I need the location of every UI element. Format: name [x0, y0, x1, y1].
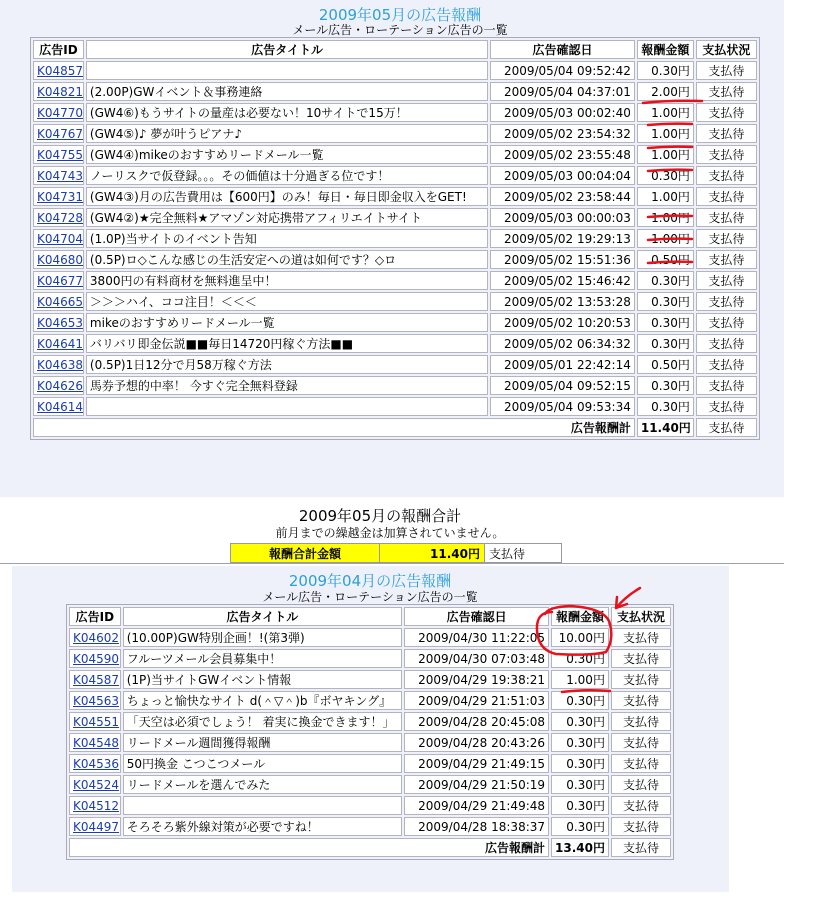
- ad-confirm-date: 2009/05/02 13:53:28: [490, 292, 635, 311]
- ad-title: (1.0P)当サイトのイベント告知: [86, 229, 488, 248]
- ad-status: 支払待: [696, 250, 757, 269]
- underline-mark: [648, 147, 692, 148]
- april-title: 2009年04月の広告報酬: [288, 572, 452, 590]
- col-header-amount: 報酬金額: [637, 40, 694, 59]
- ad-id-link[interactable]: K04767: [37, 126, 84, 141]
- ad-title: リードメール週間獲得報酬: [123, 733, 402, 752]
- may-subtitle: メール広告・ローテーション広告の一覧: [292, 23, 508, 37]
- ad-id-link[interactable]: K04857: [37, 63, 84, 78]
- ad-id-link[interactable]: K04704: [37, 231, 84, 246]
- ad-amount: 0.30円: [637, 334, 694, 353]
- ad-status: 支払待: [696, 355, 757, 374]
- ad-title: (1P)当サイトGWイベント情報: [123, 670, 402, 689]
- ad-amount: 1.00円: [637, 229, 694, 248]
- total-label: 広告報酬計: [69, 838, 549, 857]
- ad-title: (GW4⑤)♪ 夢が叶うピアナ♪: [86, 124, 488, 143]
- summary-amount: 11.40円: [380, 544, 485, 563]
- ad-id-link[interactable]: K04680: [37, 252, 84, 267]
- ad-title: リードメールを選んでみた: [123, 775, 402, 794]
- ad-confirm-date: 2009/05/04 09:52:15: [490, 376, 635, 395]
- ad-confirm-date: 2009/04/28 20:43:26: [404, 733, 549, 752]
- ad-confirm-date: 2009/05/02 23:58:44: [490, 187, 635, 206]
- ad-status: 支払待: [696, 313, 757, 332]
- ad-title: ちょっと愉快なサイト d(＾▽＾)b『ボヤキング』: [123, 691, 402, 710]
- ad-amount: 10.00円: [551, 628, 609, 647]
- april-subtitle: メール広告・ローテーション広告の一覧: [262, 590, 478, 604]
- ad-confirm-date: 2009/05/03 00:00:03: [490, 208, 635, 227]
- ad-amount: 1.00円: [637, 145, 694, 164]
- ad-title: ノーリスクで仮登録。。。その価値は十分過ぎる位です！: [86, 166, 488, 185]
- summary-title: 2009年05月の報酬合計: [298, 507, 462, 525]
- ad-status: 支払待: [696, 61, 757, 80]
- ad-id-link[interactable]: K04548: [73, 735, 120, 750]
- ad-id-link[interactable]: K04626: [37, 378, 84, 393]
- ad-amount: 0.30円: [637, 376, 694, 395]
- ad-amount: 1.00円: [637, 187, 694, 206]
- total-status: 支払待: [696, 418, 757, 437]
- ad-title: (0.5P)1日12分で月58万稼ぐ方法: [86, 355, 488, 374]
- ad-id-link[interactable]: K04551: [73, 714, 120, 729]
- ad-confirm-date: 2009/05/02 15:51:36: [490, 250, 635, 269]
- ad-id-link[interactable]: K04653: [37, 315, 84, 330]
- ad-title: (GW4⑥)もうサイトの量産は必要ない！10サイトで15万！: [86, 103, 488, 122]
- ad-status: 支払待: [611, 670, 671, 689]
- ad-title: (GW4②)★完全無料★アマゾン対応携帯アフィリエイトサイト: [86, 208, 488, 227]
- ad-title: (GW4③)月の広告費用は【600円】のみ！毎日・毎日即金収入をGET!: [86, 187, 488, 206]
- col-header-id: 広告ID: [69, 607, 121, 626]
- ad-id-link[interactable]: K04638: [37, 357, 84, 372]
- ad-confirm-date: 2009/05/03 00:02:40: [490, 103, 635, 122]
- ad-status: 支払待: [696, 82, 757, 101]
- col-header-status: 支払状況: [611, 607, 671, 626]
- ad-amount: 0.50円: [637, 355, 694, 374]
- underline-mark: [648, 216, 692, 217]
- ad-title: 50円換金 こつこつメール: [123, 754, 402, 773]
- ad-id-link[interactable]: K04665: [37, 294, 84, 309]
- underline-mark: [562, 690, 610, 692]
- ad-amount: 1.00円: [637, 103, 694, 122]
- ad-amount: 0.30円: [637, 166, 694, 185]
- ad-confirm-date: 2009/04/30 07:03:48: [404, 649, 549, 668]
- may-title: 2009年05月の広告報酬: [318, 6, 482, 24]
- ad-status: 支払待: [611, 775, 671, 794]
- ad-confirm-date: 2009/04/29 21:51:03: [404, 691, 549, 710]
- ad-id-link[interactable]: K04602: [73, 630, 120, 645]
- ad-id-link[interactable]: K04677: [37, 273, 84, 288]
- ad-amount: 0.30円: [551, 817, 609, 836]
- ad-amount: 1.00円: [637, 208, 694, 227]
- ad-status: 支払待: [696, 334, 757, 353]
- circle-mark: [537, 606, 611, 655]
- ad-amount: 0.30円: [551, 796, 609, 815]
- ad-amount: 0.30円: [551, 649, 609, 668]
- ad-id-link[interactable]: K04731: [37, 189, 84, 204]
- ad-status: 支払待: [696, 166, 757, 185]
- ad-confirm-date: 2009/05/01 22:42:14: [490, 355, 635, 374]
- ad-amount: 0.30円: [637, 313, 694, 332]
- ad-status: 支払待: [696, 397, 757, 416]
- ad-title: ＞＞＞ハイ、ココ注目！＜＜＜: [86, 292, 488, 311]
- ad-confirm-date: 2009/04/29 21:49:15: [404, 754, 549, 773]
- ad-status: 支払待: [696, 376, 757, 395]
- arrow-mark: [616, 588, 640, 608]
- ad-confirm-date: 2009/05/04 04:37:01: [490, 82, 635, 101]
- col-header-title: 広告タイトル: [86, 40, 488, 59]
- ad-status: 支払待: [611, 754, 671, 773]
- ad-id-link[interactable]: K04821: [37, 84, 84, 99]
- ad-status: 支払待: [611, 796, 671, 815]
- ad-amount: 1.00円: [637, 124, 694, 143]
- ad-status: 支払待: [696, 229, 757, 248]
- ad-confirm-date: 2009/04/28 20:45:08: [404, 712, 549, 731]
- summary-status: 支払待: [485, 544, 562, 563]
- ad-status: 支払待: [611, 628, 671, 647]
- ad-amount: 0.30円: [551, 775, 609, 794]
- summary-note: 前月までの繰越金は加算されていません。: [275, 526, 505, 540]
- ad-status: 支払待: [696, 124, 757, 143]
- ad-amount: 1.00円: [551, 670, 609, 689]
- ad-confirm-date: 2009/05/02 10:20:53: [490, 313, 635, 332]
- ad-confirm-date: 2009/05/04 09:52:42: [490, 61, 635, 80]
- ad-title: (10.00P)GW特別企画！!(第3弾): [123, 628, 402, 647]
- ad-id-link[interactable]: K04614: [37, 399, 84, 414]
- col-header-title: 広告タイトル: [123, 607, 402, 626]
- ad-id-link[interactable]: K04743: [37, 168, 84, 183]
- ad-confirm-date: 2009/05/02 23:55:48: [490, 145, 635, 164]
- col-header-date: 広告確認日: [490, 40, 635, 59]
- ad-id-link[interactable]: K04590: [73, 651, 120, 666]
- underline-mark: [643, 101, 702, 103]
- ad-status: 支払待: [696, 145, 757, 164]
- ad-confirm-date: 2009/04/29 19:38:21: [404, 670, 549, 689]
- ad-title: (2.00P)GWイベント＆事務連絡: [86, 82, 488, 101]
- ad-id-link[interactable]: K04641: [37, 336, 84, 351]
- total-status: 支払待: [611, 838, 671, 857]
- ad-amount: 0.30円: [551, 712, 609, 731]
- ad-title: 馬券予想的中率！ 今すぐ完全無料登録: [86, 376, 488, 395]
- underline-mark: [648, 170, 692, 171]
- ad-amount: 0.30円: [637, 271, 694, 290]
- ad-amount: 0.30円: [637, 292, 694, 311]
- total-amount: 11.40円: [637, 418, 694, 437]
- ad-confirm-date: 2009/05/04 09:53:34: [490, 397, 635, 416]
- ad-status: 支払待: [611, 691, 671, 710]
- ad-status: 支払待: [696, 292, 757, 311]
- ad-title: バリバリ即金伝説■■毎日14720円稼ぐ方法■■: [86, 334, 488, 353]
- total-amount: 13.40円: [551, 838, 609, 857]
- ad-title: (GW4④)mikeのおすすめリードメール一覧: [86, 145, 488, 164]
- ad-id-link[interactable]: K04524: [73, 777, 120, 792]
- ad-status: 支払待: [696, 103, 757, 122]
- ad-id-link[interactable]: K04497: [73, 819, 120, 834]
- ad-amount: 0.30円: [551, 754, 609, 773]
- ad-id-link[interactable]: K04587: [73, 672, 120, 687]
- ad-status: 支払待: [696, 208, 757, 227]
- ad-amount: 0.30円: [551, 691, 609, 710]
- ad-title: そろそろ紫外線対策が必要ですね！: [123, 817, 402, 836]
- ad-title: フルーツメール会員募集中！: [123, 649, 402, 668]
- ad-amount: 0.30円: [637, 61, 694, 80]
- ad-status: 支払待: [611, 817, 671, 836]
- ad-id-link[interactable]: K04770: [37, 105, 84, 120]
- ad-status: 支払待: [696, 187, 757, 206]
- underline-mark: [648, 262, 692, 263]
- col-header-date: 広告確認日: [404, 607, 549, 626]
- ad-id-link[interactable]: K04512: [73, 798, 120, 813]
- ad-title: 「天空は必須でしょう！ 着実に換金できます！」: [123, 712, 402, 731]
- ad-status: 支払待: [611, 649, 671, 668]
- ad-confirm-date: 2009/05/02 23:54:32: [490, 124, 635, 143]
- col-header-amount: 報酬金額: [551, 607, 609, 626]
- ad-confirm-date: 2009/04/29 21:50:19: [404, 775, 549, 794]
- ad-confirm-date: 2009/05/02 19:29:13: [490, 229, 635, 248]
- ad-amount: 0.30円: [551, 733, 609, 752]
- col-header-status: 支払状況: [696, 40, 757, 59]
- ad-amount: 2.00円: [637, 82, 694, 101]
- ad-title: mikeのおすすめリードメール一覧: [86, 313, 488, 332]
- ad-id-link[interactable]: K04536: [73, 756, 120, 771]
- ad-id-link[interactable]: K04728: [37, 210, 84, 225]
- underline-mark: [648, 239, 692, 240]
- ad-title: (0.5P)ロ◇こんな感じの生活安定への道は如何です？◇ロ: [86, 250, 488, 269]
- ad-id-link[interactable]: K04563: [73, 693, 120, 708]
- ad-status: 支払待: [611, 733, 671, 752]
- total-label: 広告報酬計: [33, 418, 635, 437]
- ad-title: 3800円の有料商材を無料進呈中！: [86, 271, 488, 290]
- ad-amount: 0.30円: [637, 397, 694, 416]
- ad-id-link[interactable]: K04755: [37, 147, 84, 162]
- ad-status: 支払待: [611, 712, 671, 731]
- ad-confirm-date: 2009/04/29 21:49:48: [404, 796, 549, 815]
- ad-amount: 0.50円: [637, 250, 694, 269]
- ad-confirm-date: 2009/05/02 15:46:42: [490, 271, 635, 290]
- ad-confirm-date: 2009/05/03 00:04:04: [490, 166, 635, 185]
- ad-confirm-date: 2009/05/02 06:34:32: [490, 334, 635, 353]
- col-header-id: 広告ID: [33, 40, 84, 59]
- ad-confirm-date: 2009/04/30 11:22:05: [404, 628, 549, 647]
- underline-mark: [648, 124, 692, 125]
- ad-status: 支払待: [696, 271, 757, 290]
- ad-confirm-date: 2009/04/28 18:38:37: [404, 817, 549, 836]
- summary-label: 報酬合計金額: [231, 544, 380, 563]
